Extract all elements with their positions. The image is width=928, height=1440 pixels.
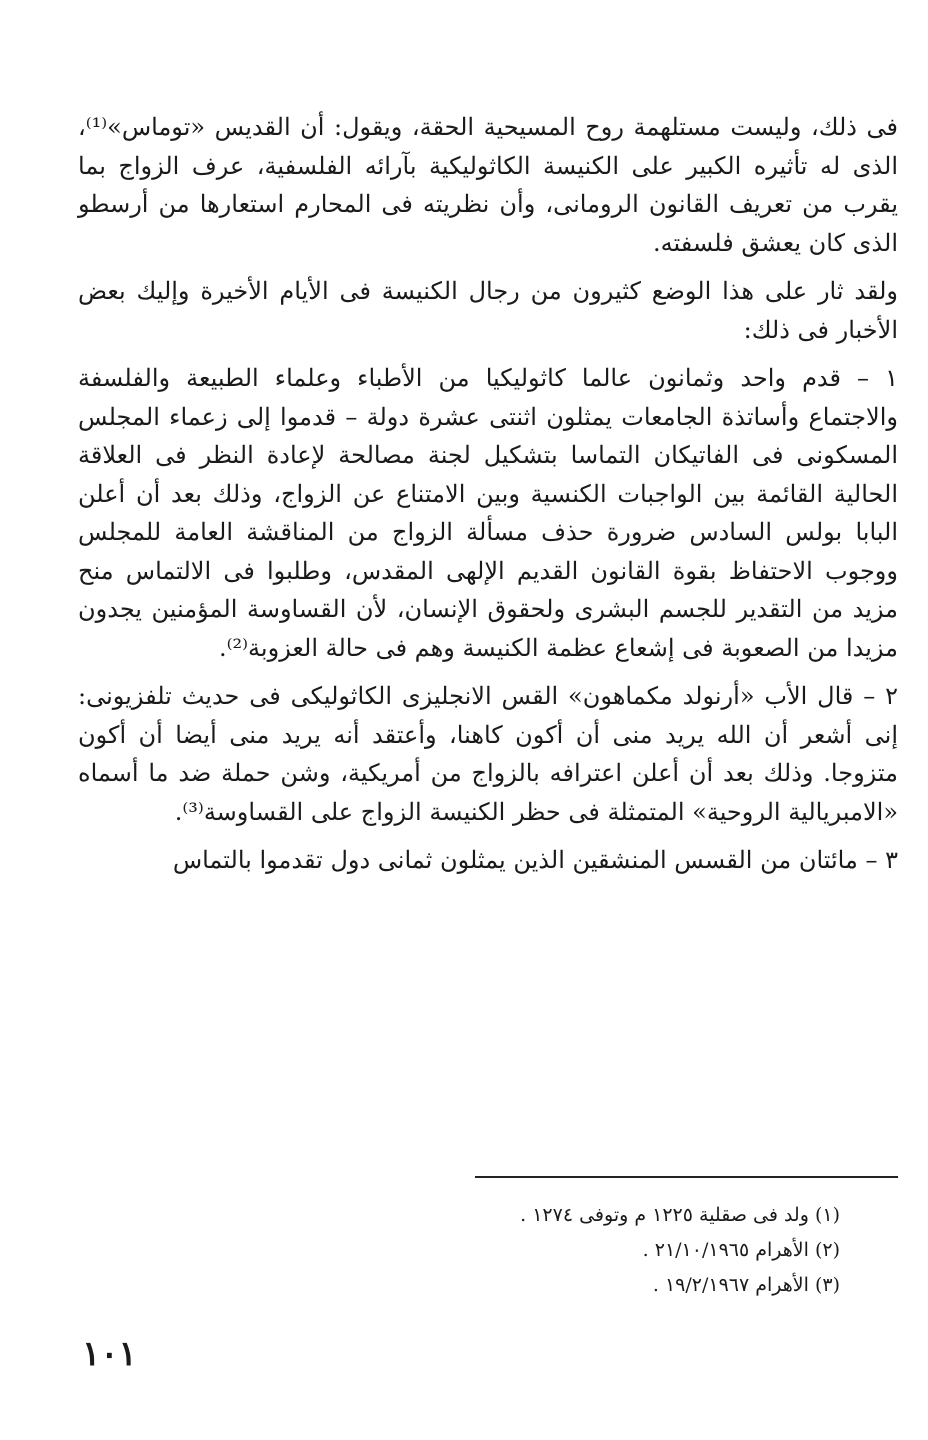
page-number: ١٠١ [82,1334,137,1374]
paragraph-item-1: ١ – قدم واحد وثمانون عالما كاثوليكيا من الأطباء وعلماء الطبيعة والفلسفة والاجتماع وأساتذة الجامعات يمثلون اثنتى عشرة دولة – قدموا إلى زعماء المجلس المسكونى فى الفاتيكان التماسا بتشكيل لجنة مصالحة لإعادة النظر فى العلاقة الحالية القائمة بين الواجبات الكنسية وبين الامتناع عن الزواج، وذلك بعد أن أعلن البابا بولس السادس ضرورة حذف مسألة الزواج من المناقشة العامة للمجلس ووجوب الاحتفاظ بقوة القانون القديم الإلهى المقدس، وطلبوا فى الالتماس منح مزيد من التقدير للجسم البشرى ولحقوق الإنسان، لأن القساوسة المؤمنين يجدون مزيدا من الصعوبة فى إشعاع عظمة الكنيسة وهم فى حالة العزوبة⁽²⁾. [78,364,898,662]
paragraph-item-3: ٣ – مائتان من القسس المنشقين الذين يمثلون ثمانى دول تقدموا بالتماس [172,846,898,874]
body-text [78,108,898,880]
paragraph-item-2: ٢ – قال الأب «أرنولد مكماهون» القس الانجليزى الكاثوليكى فى حديث تلفزيونى: إنى أشعر أن الله يريد منى أن أكون كاهنا، وأعتقد أنه يريد منى أيضا أن أكون متزوجا. وذلك بعد أن أعلن اعترافه بالزواج من أمريكية، وشن حملة ضد ما أسماه «الامبريالية الروحية» المتمثلة فى حظر الكنيسة الزواج على القساوسة⁽³⁾. [78,682,898,826]
paragraph-intro: فى ذلك، وليست مستلهمة روح المسيحية الحقة، ويقول: أن القديس «توماس»⁽¹⁾، الذى له تأثيره الكبير على الكنيسة الكاثوليكية بآرائه الفلسفية، عرف الزواج بما يقرب من تعريف القانون الرومانى، وأن نظريته فى المحارم استعارها من أرسطو الذى كان يعشق فلسفته. [78,113,898,257]
paragraph-uprising: ولقد ثار على هذا الوضع كثيرون من رجال الكنيسة فى الأيام الأخيرة وإليك بعض الأخبار فى ذلك: [78,277,898,344]
footnote-2: (٢) الأهرام ٢١/١٠/١٩٦٥ . [642,1239,840,1261]
footnotes [440,1198,840,1303]
footnote-divider [475,1176,898,1178]
footnote-1: (١) ولد فى صقلية ١٢٢٥ م وتوفى ١٢٧٤ . [520,1204,840,1226]
footnote-3: (٣) الأهرام ١٩/٢/١٩٦٧ . [652,1274,840,1296]
